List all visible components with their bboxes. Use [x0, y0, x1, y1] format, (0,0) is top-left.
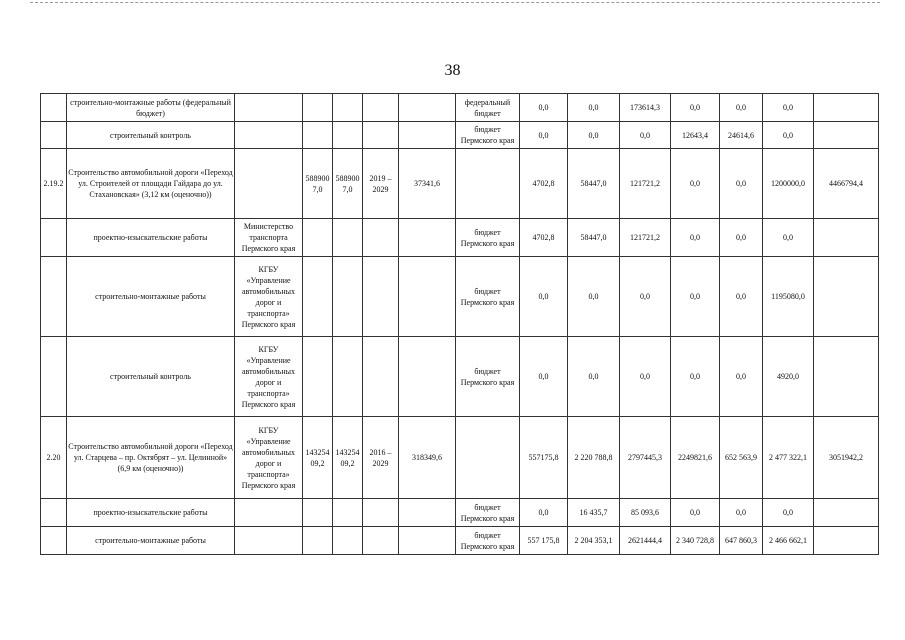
cell-name: Строительство автомобильной дороги «Переход ул. Старцева – пр. Октябрят – ул. Целинной» (6,9 км (оценочно))	[67, 417, 235, 499]
cell-y6: 2 466 662,1	[763, 527, 814, 555]
cell-v1	[303, 122, 333, 149]
cell-y4: 0,0	[671, 499, 720, 527]
cell-executor	[235, 499, 303, 527]
budget-table	[40, 93, 879, 555]
cell-id	[41, 527, 67, 555]
cell-v3	[399, 257, 456, 337]
cell-name: строительный контроль	[67, 122, 235, 149]
cell-y2: 0,0	[568, 337, 620, 417]
cell-name: строительно-монтажные работы	[67, 527, 235, 555]
cell-source: бюджет Пермского края	[456, 219, 520, 257]
cell-source: бюджет Пермского края	[456, 527, 520, 555]
cell-v1	[303, 527, 333, 555]
cell-y4: 0,0	[671, 219, 720, 257]
table-row	[41, 337, 879, 417]
cell-id: 2.19.2	[41, 149, 67, 219]
top-dashed-rule	[30, 2, 880, 3]
cell-y6: 0,0	[763, 94, 814, 122]
table-row	[41, 219, 879, 257]
cell-v2	[333, 219, 363, 257]
table-row	[41, 122, 879, 149]
cell-name: Строительство автомобильной дороги «Переход ул. Строителей от площади Гайдара до ул. Стахановская» (3,12 км (оценочно))	[67, 149, 235, 219]
cell-name: строительно-монтажные работы (федеральный бюджет)	[67, 94, 235, 122]
cell-total	[814, 94, 879, 122]
cell-v1	[303, 94, 333, 122]
cell-v2	[333, 257, 363, 337]
cell-total	[814, 219, 879, 257]
cell-total	[814, 122, 879, 149]
cell-y4: 2 340 728,8	[671, 527, 720, 555]
cell-id	[41, 122, 67, 149]
cell-y3: 121721,2	[620, 219, 671, 257]
cell-years: 2019 – 2029	[363, 149, 399, 219]
cell-y6: 2 477 322,1	[763, 417, 814, 499]
cell-id	[41, 337, 67, 417]
cell-executor: КГБУ «Управление автомобильных дорог и транспорта» Пермского края	[235, 257, 303, 337]
cell-v1	[303, 257, 333, 337]
cell-y1: 0,0	[520, 499, 568, 527]
cell-v1	[303, 499, 333, 527]
cell-total	[814, 257, 879, 337]
cell-y2: 2 220 788,8	[568, 417, 620, 499]
cell-id	[41, 257, 67, 337]
cell-v2	[333, 499, 363, 527]
cell-executor	[235, 122, 303, 149]
cell-name: строительно-монтажные работы	[67, 257, 235, 337]
cell-y4: 2249821,6	[671, 417, 720, 499]
cell-v3	[399, 94, 456, 122]
cell-y6: 0,0	[763, 499, 814, 527]
cell-v2	[333, 337, 363, 417]
cell-total: 4466794,4	[814, 149, 879, 219]
cell-id	[41, 499, 67, 527]
cell-v3	[399, 337, 456, 417]
cell-v3	[399, 122, 456, 149]
cell-y2: 58447,0	[568, 149, 620, 219]
cell-v2	[333, 122, 363, 149]
cell-y1: 557 175,8	[520, 527, 568, 555]
cell-y1: 0,0	[520, 257, 568, 337]
cell-executor	[235, 527, 303, 555]
cell-y6: 4920,0	[763, 337, 814, 417]
cell-executor	[235, 94, 303, 122]
cell-y1: 557175,8	[520, 417, 568, 499]
cell-y4: 12643,4	[671, 122, 720, 149]
cell-y3: 0,0	[620, 257, 671, 337]
cell-y1: 4702,8	[520, 219, 568, 257]
cell-years	[363, 527, 399, 555]
cell-y5: 0,0	[720, 499, 763, 527]
table-row	[41, 499, 879, 527]
cell-y1: 0,0	[520, 337, 568, 417]
cell-source	[456, 149, 520, 219]
cell-years	[363, 499, 399, 527]
cell-executor: КГБУ «Управление автомобильных дорог и транспорта» Пермского края	[235, 337, 303, 417]
cell-y6: 1200000,0	[763, 149, 814, 219]
cell-y6: 0,0	[763, 219, 814, 257]
cell-source: бюджет Пермского края	[456, 337, 520, 417]
cell-v1: 5889007,0	[303, 149, 333, 219]
cell-source: бюджет Пермского края	[456, 257, 520, 337]
table-row	[41, 257, 879, 337]
cell-years	[363, 219, 399, 257]
cell-y1: 0,0	[520, 94, 568, 122]
cell-y2: 0,0	[568, 94, 620, 122]
cell-years	[363, 94, 399, 122]
cell-y3: 121721,2	[620, 149, 671, 219]
cell-y2: 16 435,7	[568, 499, 620, 527]
cell-y1: 0,0	[520, 122, 568, 149]
cell-y5: 24614,6	[720, 122, 763, 149]
cell-y5: 652 563,9	[720, 417, 763, 499]
cell-v2	[333, 527, 363, 555]
cell-total	[814, 499, 879, 527]
cell-source	[456, 417, 520, 499]
cell-y2: 2 204 353,1	[568, 527, 620, 555]
cell-total: 3051942,2	[814, 417, 879, 499]
cell-y5: 0,0	[720, 337, 763, 417]
cell-executor: КГБУ «Управление автомобильных дорог и транспорта» Пермского края	[235, 417, 303, 499]
cell-y3: 2621444,4	[620, 527, 671, 555]
cell-v3	[399, 219, 456, 257]
cell-y3: 173614,3	[620, 94, 671, 122]
cell-y5: 647 860,3	[720, 527, 763, 555]
cell-y4: 0,0	[671, 149, 720, 219]
cell-y3: 0,0	[620, 122, 671, 149]
cell-y3: 85 093,6	[620, 499, 671, 527]
cell-v1: 14325409,2	[303, 417, 333, 499]
cell-y6: 0,0	[763, 122, 814, 149]
cell-y5: 0,0	[720, 257, 763, 337]
table-row	[41, 94, 879, 122]
cell-years: 2016 – 2029	[363, 417, 399, 499]
cell-total	[814, 337, 879, 417]
cell-total	[814, 527, 879, 555]
cell-y3: 0,0	[620, 337, 671, 417]
cell-name: строительный контроль	[67, 337, 235, 417]
cell-id	[41, 94, 67, 122]
cell-y5: 0,0	[720, 149, 763, 219]
cell-v2	[333, 94, 363, 122]
cell-v3: 318349,6	[399, 417, 456, 499]
cell-v3	[399, 499, 456, 527]
cell-source: федеральный бюджет	[456, 94, 520, 122]
cell-name: проектно-изыскательские работы	[67, 219, 235, 257]
cell-v1	[303, 219, 333, 257]
cell-y2: 58447,0	[568, 219, 620, 257]
cell-id	[41, 219, 67, 257]
cell-name: проектно-изыскательские работы	[67, 499, 235, 527]
cell-executor	[235, 149, 303, 219]
cell-y4: 0,0	[671, 94, 720, 122]
cell-y1: 4702,8	[520, 149, 568, 219]
cell-executor: Министерство транспорта Пермского края	[235, 219, 303, 257]
cell-y6: 1195080,0	[763, 257, 814, 337]
cell-y4: 0,0	[671, 257, 720, 337]
cell-y2: 0,0	[568, 122, 620, 149]
cell-y5: 0,0	[720, 94, 763, 122]
table-row	[41, 149, 879, 219]
table-row	[41, 527, 879, 555]
cell-source: бюджет Пермского края	[456, 499, 520, 527]
cell-years	[363, 257, 399, 337]
cell-v2: 5889007,0	[333, 149, 363, 219]
cell-years	[363, 122, 399, 149]
cell-id: 2.20	[41, 417, 67, 499]
cell-v3: 37341,6	[399, 149, 456, 219]
cell-v3	[399, 527, 456, 555]
page-number: 38	[444, 62, 461, 79]
cell-y3: 2797445,3	[620, 417, 671, 499]
cell-v2: 14325409,2	[333, 417, 363, 499]
cell-years	[363, 337, 399, 417]
cell-y2: 0,0	[568, 257, 620, 337]
cell-y5: 0,0	[720, 219, 763, 257]
cell-v1	[303, 337, 333, 417]
table-row	[41, 417, 879, 499]
cell-source: бюджет Пермского края	[456, 122, 520, 149]
cell-y4: 0,0	[671, 337, 720, 417]
